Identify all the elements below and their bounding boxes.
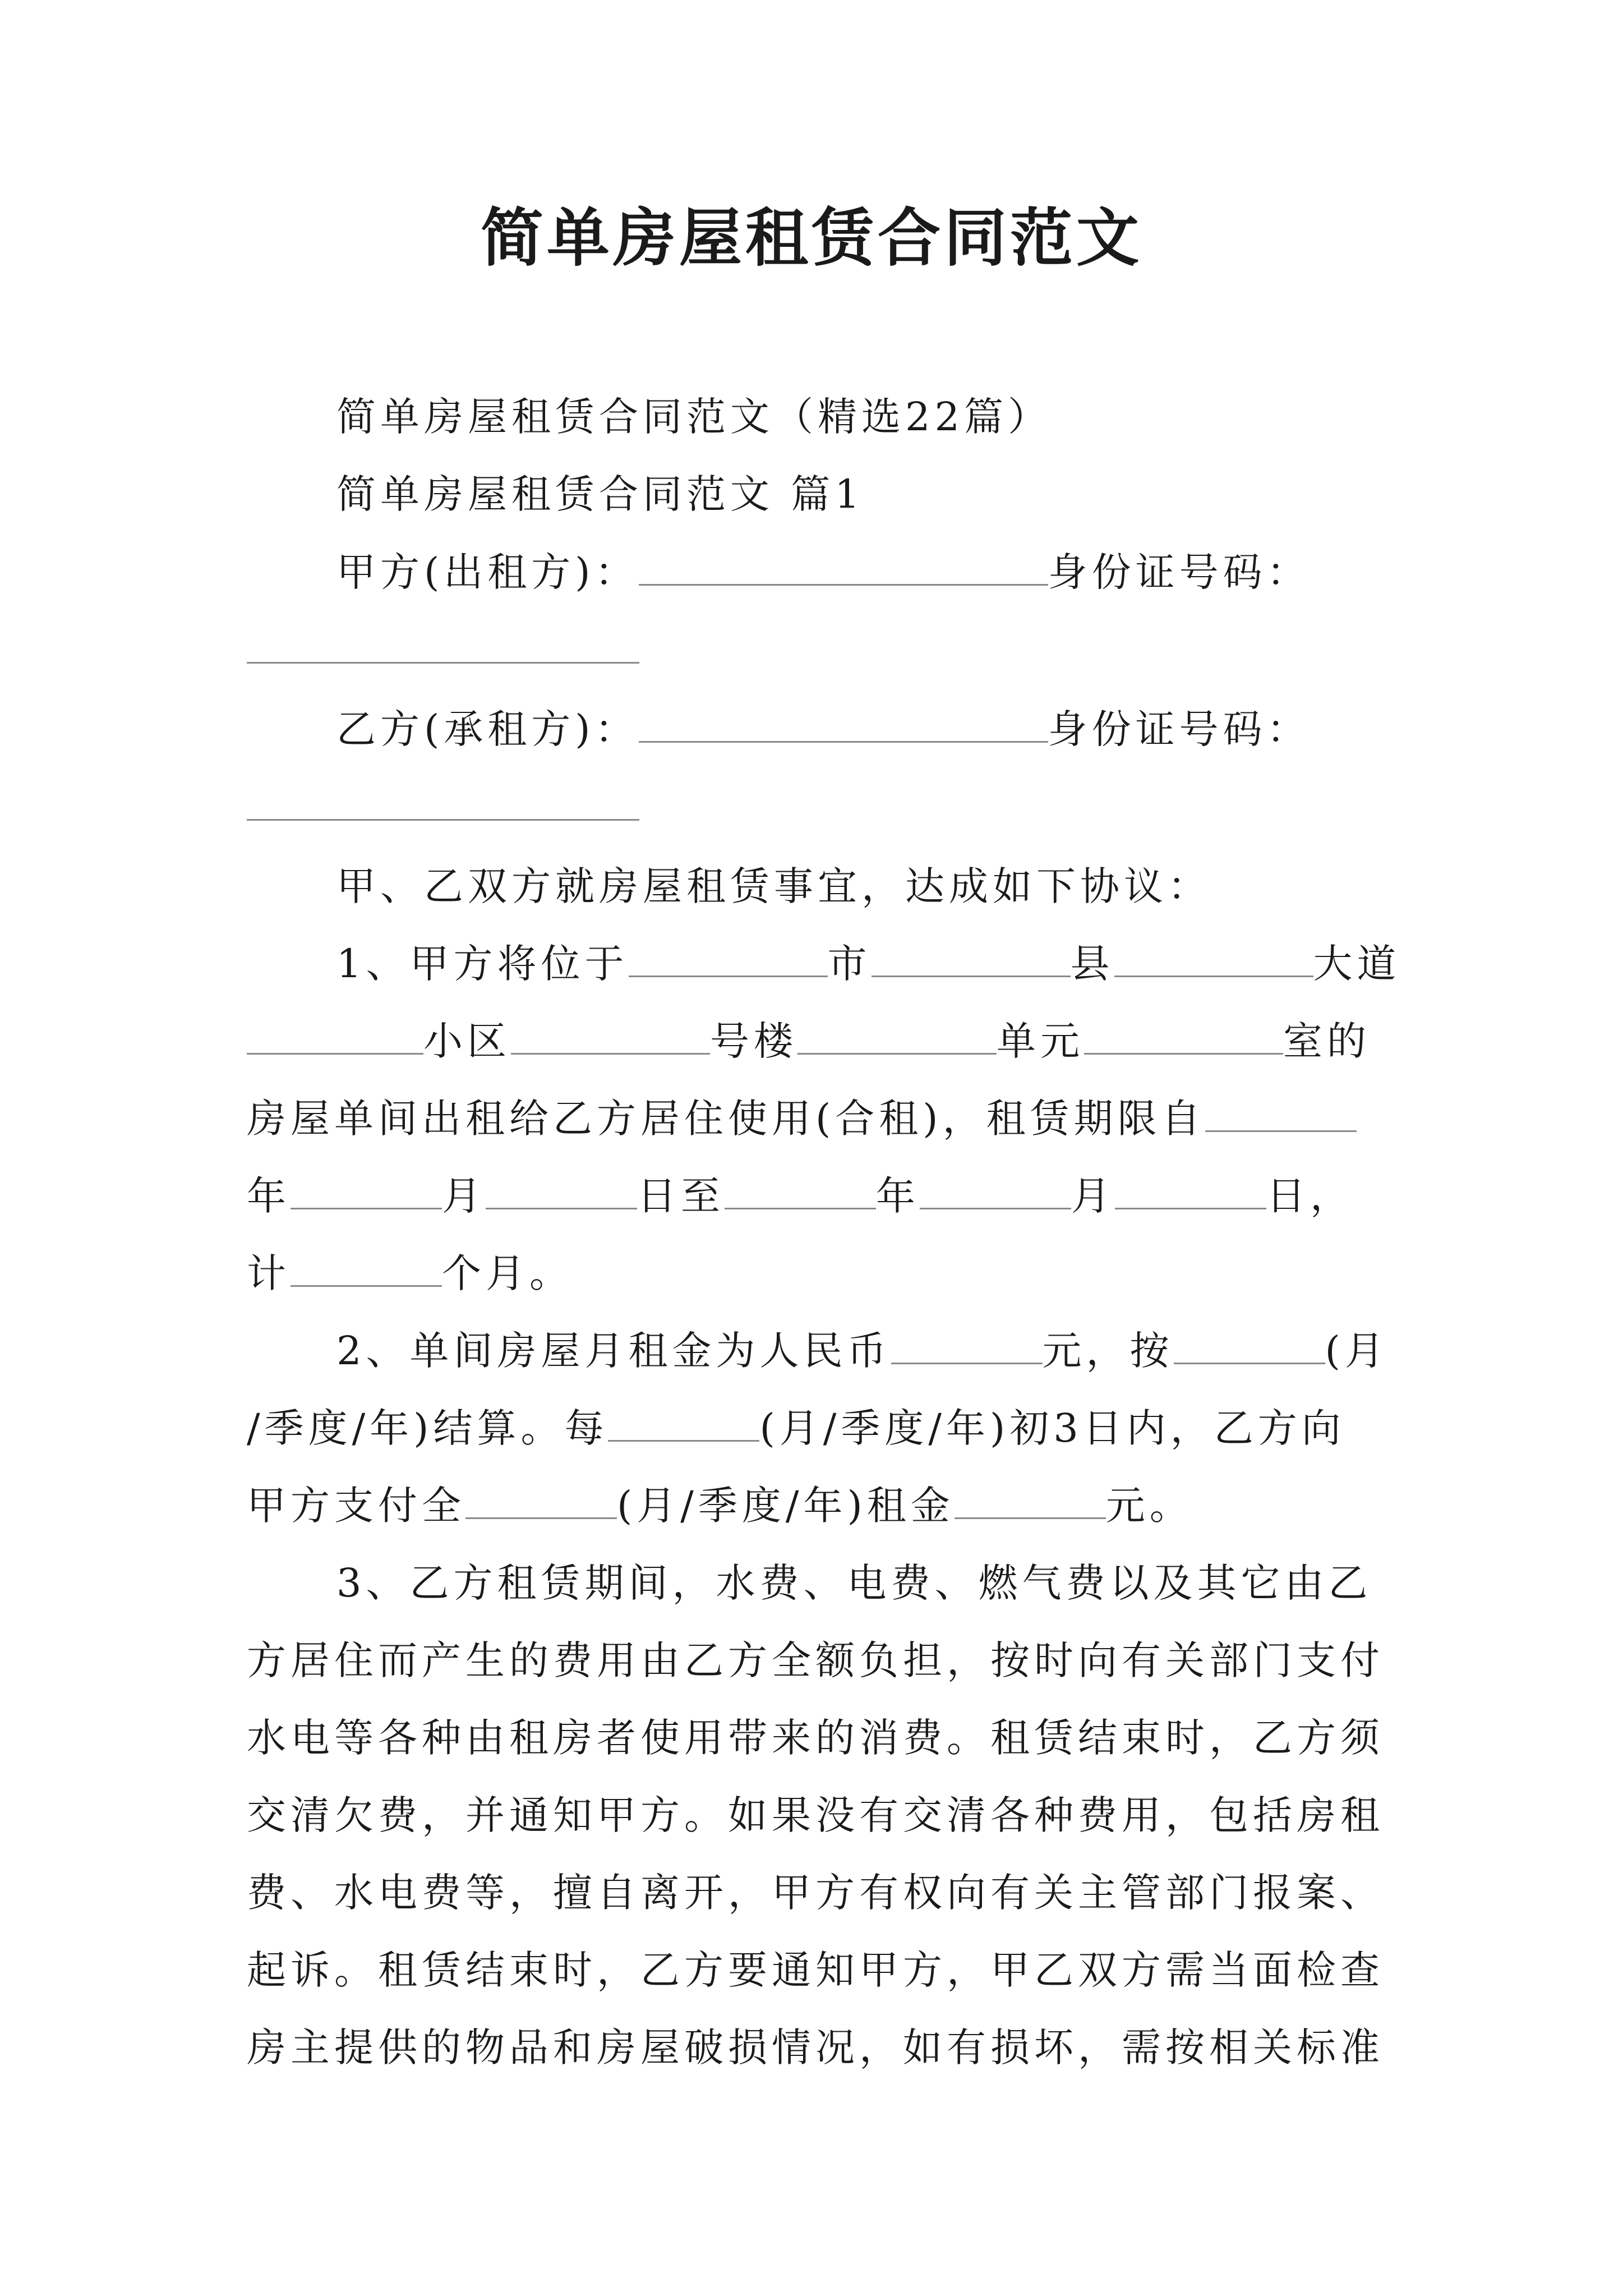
clause-2-line-1 — [336, 1323, 1389, 1379]
clause-1-text: 房屋单间出租给乙方居住使用(合租)，租赁期限自 — [247, 1096, 1205, 1142]
end-day-blank — [1115, 1168, 1266, 1209]
clause-1-text: 日， — [1266, 1173, 1354, 1219]
party-b-name-blank — [639, 702, 1048, 743]
clause-1-text: 年 — [876, 1173, 920, 1219]
clause-2-text: 甲方支付全 — [247, 1483, 465, 1529]
clause-2-text: 元。 — [1105, 1483, 1193, 1529]
party-b-line — [336, 701, 1311, 757]
clause-1-text: 号楼 — [710, 1018, 797, 1064]
clause-3-line: 交清欠费，并通知甲方。如果没有交清各种费用，包括房租 — [247, 1792, 1384, 1838]
clause-2-text: 2、单间房屋月租金为人民币 — [336, 1328, 891, 1374]
clause-1-text: 市 — [827, 941, 872, 987]
room-blank — [1084, 1014, 1283, 1055]
clause-2-text: 元，按 — [1042, 1328, 1174, 1374]
clause-1-line-4 — [247, 1168, 1354, 1224]
clause-3-line: 费、水电费等，擅自离开，甲方有权向有关主管部门报案、 — [247, 1870, 1384, 1916]
party-a-name-blank — [639, 545, 1048, 586]
settlement-period-blank — [1174, 1323, 1325, 1364]
payment-period-blank — [608, 1401, 759, 1442]
clause-1-line-1 — [336, 936, 1401, 992]
party-a-label: 甲方(出租方)： — [336, 549, 639, 595]
clause-3-line: 起诉。租赁结束时，乙方要通知甲方，甲乙双方需当面检查 — [247, 1947, 1384, 1993]
document-title: 简单房屋租赁合同范文 — [481, 201, 1142, 275]
clause-1-text: 县 — [1070, 941, 1114, 987]
end-year-blank — [725, 1168, 876, 1209]
clause-2-text: /季度/年)结算。每 — [247, 1405, 608, 1451]
clause-1-line-3 — [247, 1091, 1357, 1147]
clause-1-text: 小区 — [423, 1018, 511, 1064]
party-a-line — [336, 544, 1311, 600]
avenue-blank — [1114, 936, 1313, 977]
clause-1-line-5 — [247, 1245, 573, 1301]
clause-2-line-2 — [247, 1400, 1345, 1456]
city-blank — [629, 936, 828, 977]
clause-1-line-2 — [247, 1013, 1371, 1069]
community-blank — [247, 1014, 423, 1055]
full-period-blank — [465, 1478, 617, 1519]
clause-1-text: 个月。 — [442, 1250, 573, 1296]
clause-1-text: 1、甲方将位于 — [336, 941, 629, 987]
start-day-blank — [486, 1168, 637, 1209]
clause-3-line: 水电等各种由租房者使用带来的消费。租赁结束时，乙方须 — [247, 1715, 1384, 1761]
clause-1-text: 日至 — [637, 1173, 725, 1219]
party-b-id-blank — [247, 819, 639, 821]
clause-1-text: 年 — [247, 1173, 291, 1219]
clause-1-text: 月 — [1071, 1173, 1115, 1219]
clause-3-line: 3、乙方租赁期间，水费、电费、燃气费以及其它由乙 — [336, 1560, 1372, 1606]
party-b-id-label: 身份证号码： — [1048, 706, 1311, 752]
clause-2-line-3 — [247, 1478, 1193, 1534]
party-a-id-label: 身份证号码： — [1048, 549, 1311, 595]
clause-2-text: (月/季度/年)租金 — [617, 1483, 955, 1529]
clause-3-line: 房主提供的物品和房屋破损情况，如有损坏，需按相关标准 — [247, 2024, 1384, 2070]
clause-3-line: 方居住而产生的费用由乙方全额负担，按时向有关部门支付 — [247, 1637, 1384, 1683]
clause-1-text: 单元 — [997, 1018, 1084, 1064]
agreement-intro: 甲、乙双方就房屋租赁事宜，达成如下协议： — [336, 863, 1211, 909]
start-year-blank — [1205, 1091, 1357, 1132]
section-heading: 简单房屋租赁合同范文 篇1 — [336, 471, 864, 517]
start-month-blank — [291, 1168, 442, 1209]
clause-1-text: 大道 — [1313, 941, 1401, 987]
end-month-blank — [920, 1168, 1071, 1209]
subtitle: 简单房屋租赁合同范文（精选22篇） — [336, 394, 1052, 440]
clause-1-text: 室的 — [1283, 1018, 1371, 1064]
months-blank — [291, 1246, 442, 1287]
clause-1-text: 月 — [442, 1173, 486, 1219]
party-b-label: 乙方(承租方)： — [336, 706, 639, 752]
unit-blank — [797, 1014, 997, 1055]
building-blank — [511, 1014, 710, 1055]
rent-total-blank — [955, 1478, 1106, 1519]
rent-amount-blank — [891, 1323, 1043, 1364]
clause-1-text: 计 — [247, 1250, 291, 1296]
party-a-id-blank — [247, 662, 639, 664]
clause-2-text: (月 — [1325, 1328, 1389, 1374]
clause-2-text: (月/季度/年)初3日内，乙方向 — [759, 1405, 1345, 1451]
county-blank — [872, 936, 1071, 977]
